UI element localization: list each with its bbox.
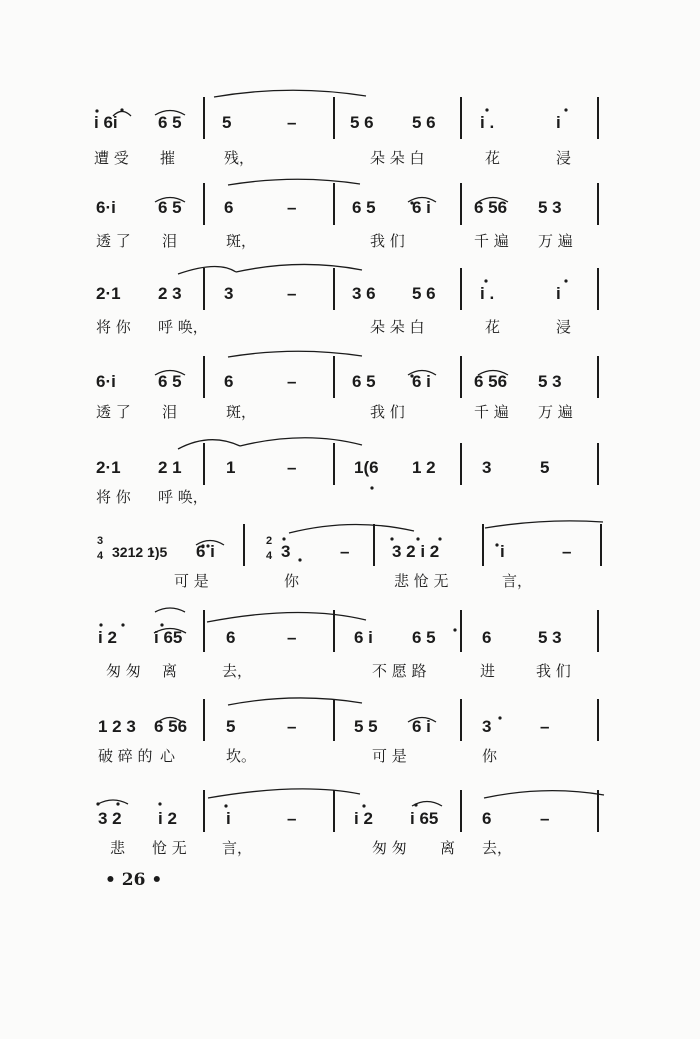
lyric-text: 言， <box>222 839 253 857</box>
lyric-text: 泪 <box>162 232 178 250</box>
note-group: – <box>340 542 350 561</box>
note-group: 3 <box>224 284 234 303</box>
octave-dot <box>362 804 365 807</box>
note-group: 6 56 <box>154 717 188 736</box>
octave-dot <box>370 486 373 489</box>
slur-arc <box>98 800 128 804</box>
note-group: 3 <box>482 717 492 736</box>
note-group: 5 3 <box>538 628 562 647</box>
note-group: 6 5 <box>158 372 182 391</box>
lyric-text: 我 们 <box>370 403 405 421</box>
lyric-text: 泪 <box>162 403 178 421</box>
note-group: i 2 <box>98 628 117 647</box>
note-group: 1(6 <box>354 458 379 477</box>
note-group: 3 2 <box>98 809 122 828</box>
lyric-text: 进 <box>480 662 496 680</box>
lyric-text: 破 碎 的 <box>98 747 153 765</box>
slur-arc <box>155 608 185 612</box>
note-group: – <box>540 809 550 828</box>
octave-dot <box>485 108 488 111</box>
note-group: 5 6 <box>412 284 436 303</box>
octave-dot <box>564 279 567 282</box>
lyric-text: 呼 唤， <box>158 318 208 336</box>
note-group: 6 5 <box>158 198 182 217</box>
octave-dot <box>120 108 123 111</box>
octave-dot <box>416 537 419 540</box>
lyric-text: 心 <box>160 747 176 765</box>
slur-arc <box>207 612 366 622</box>
lyric-text: 千 遍 <box>474 232 509 250</box>
note-group: 5 <box>226 717 236 736</box>
note-group: 6 i <box>412 717 431 736</box>
lyric-text: 斑， <box>226 403 257 421</box>
note-group: 6 i <box>354 628 373 647</box>
note-group: 5 3 <box>538 198 562 217</box>
lyric-text: 离 <box>440 839 456 857</box>
time-signature: 4 <box>97 550 104 562</box>
note-group: i 2 <box>354 809 373 828</box>
slur-arc <box>228 179 360 185</box>
note-group: 6·i <box>96 198 116 217</box>
note-group: i 2 <box>158 809 177 828</box>
note-group: 3212 1)5 <box>112 544 168 560</box>
lyric-text: 花 <box>485 149 501 167</box>
note-group: i 65 <box>410 809 439 828</box>
lyric-text: 透 了 <box>96 232 131 250</box>
score-system-8 <box>98 717 549 765</box>
note-group: 3 6 <box>352 284 376 303</box>
slur-arc <box>208 789 360 798</box>
note-group: – <box>287 628 297 647</box>
lyric-text: 怆 无 <box>152 839 187 857</box>
note-group: – <box>287 458 297 477</box>
slur-arc <box>485 521 603 528</box>
octave-dot <box>438 537 441 540</box>
page-number: • 26 • <box>105 870 163 890</box>
note-group: 2·1 <box>96 284 121 303</box>
lyric-text: 不 愿 路 <box>372 662 427 680</box>
lyric-text: 千 遍 <box>474 403 509 421</box>
note-group: 2 3 <box>158 284 182 303</box>
lyric-text: 可 是 <box>372 747 407 765</box>
octave-dot <box>453 628 456 631</box>
note-group: i . <box>480 113 495 132</box>
time-signature: 2 <box>266 535 273 547</box>
lyric-text: 斑， <box>226 232 257 250</box>
time-signature: 3 <box>97 535 104 547</box>
lyric-text: 万 遍 <box>538 403 573 421</box>
note-group: i <box>500 542 505 561</box>
lyric-text: 去， <box>222 662 253 680</box>
octave-dot <box>158 802 161 805</box>
note-group: i 6i <box>94 113 118 132</box>
note-group: 5 <box>540 458 550 477</box>
lyric-text: 匆 匆 <box>372 839 407 857</box>
lyric-text: 透 了 <box>96 403 131 421</box>
octave-dot <box>484 279 487 282</box>
lyric-text: 悲 <box>110 839 126 857</box>
octave-dot <box>99 623 102 626</box>
lyric-text: 浸 <box>556 318 572 336</box>
note-group: i <box>556 284 561 303</box>
octave-dot <box>414 803 417 806</box>
note-group: 6 <box>224 372 234 391</box>
note-group: – <box>540 717 550 736</box>
octave-dot <box>390 537 393 540</box>
note-group: 5 3 <box>538 372 562 391</box>
score-system-9 <box>98 809 549 857</box>
lyric-text: 将 你 <box>96 488 131 506</box>
lyric-text: 我 们 <box>370 232 405 250</box>
slur-arc <box>484 791 604 798</box>
note-group: 2·1 <box>96 458 121 477</box>
octave-dot <box>498 716 501 719</box>
note-group: 6 5 <box>352 198 376 217</box>
note-group: 3 <box>281 542 291 561</box>
octave-dot <box>298 558 301 561</box>
note-group: 3 2 i 2 <box>392 542 440 561</box>
note-group: 1 <box>226 458 236 477</box>
lyric-text: 遭 受 <box>94 149 129 167</box>
note-group: 6 i <box>412 198 431 217</box>
octave-dot <box>116 802 119 805</box>
octave-dot <box>160 623 163 626</box>
note-group: 6 <box>224 198 234 217</box>
lyric-text: 匆 匆 <box>106 662 141 680</box>
note-group: – <box>287 113 297 132</box>
slur-arc <box>214 90 366 97</box>
note-group: 1 2 3 <box>98 717 136 736</box>
lyric-text: 摧 <box>160 149 176 167</box>
lyric-text: 悲 怆 无 <box>394 572 449 590</box>
lyric-text: 将 你 <box>96 318 131 336</box>
note-group: 1 2 <box>412 458 436 477</box>
note-group: 6·i <box>96 372 116 391</box>
slur-arc <box>240 438 362 446</box>
note-group: 2 1 <box>158 458 182 477</box>
note-group: 6 i <box>196 542 215 561</box>
note-group: 6 <box>482 628 492 647</box>
lyric-text: 言， <box>502 572 533 590</box>
octave-dot <box>224 804 227 807</box>
note-group: 6 <box>482 809 492 828</box>
lyric-text: 坎。 <box>226 747 257 765</box>
lyric-text: 你 <box>284 572 300 590</box>
lyric-text: 朵 朵 白 <box>370 318 425 336</box>
lyric-text: 我 们 <box>536 662 571 680</box>
note-group: – <box>287 372 297 391</box>
slur-arc <box>178 266 236 274</box>
note-group: 6 5 <box>352 372 376 391</box>
note-group: i <box>226 809 231 828</box>
note-group: 6 56 <box>474 198 508 217</box>
note-group: 6 <box>226 628 236 647</box>
lyric-text: 你 <box>482 747 498 765</box>
slur-arc <box>236 264 362 272</box>
lyric-text: 万 遍 <box>538 232 573 250</box>
lyric-text: 浸 <box>556 149 572 167</box>
note-group: 6 5 <box>158 113 182 132</box>
note-group: i . <box>480 284 495 303</box>
score-system-5 <box>96 458 549 506</box>
note-group: – <box>562 542 572 561</box>
time-signature: 4 <box>266 550 273 562</box>
octave-dot <box>121 623 124 626</box>
score-system-6 <box>97 535 571 590</box>
note-group: 5 6 <box>412 113 436 132</box>
note-group: i <box>556 113 561 132</box>
note-group: 6 56 <box>474 372 508 391</box>
note-group: 5 6 <box>350 113 374 132</box>
note-group: 5 <box>222 113 232 132</box>
octave-dot <box>96 802 99 805</box>
note-group: 5 5 <box>354 717 378 736</box>
note-group: – <box>287 717 297 736</box>
slur-arc <box>178 440 240 449</box>
lyric-text: 花 <box>485 318 501 336</box>
note-group: 3 <box>482 458 492 477</box>
slur-arc <box>228 698 362 705</box>
note-group: – <box>287 198 297 217</box>
octave-dot <box>282 537 285 540</box>
lyric-text: 离 <box>162 662 178 680</box>
lyric-text: 呼 唤， <box>158 488 208 506</box>
slur-arc <box>289 524 414 533</box>
slur-arc <box>228 351 362 357</box>
octave-dot <box>495 543 498 546</box>
lyric-text: 可 是 <box>174 572 209 590</box>
lyric-text: 去， <box>482 839 513 857</box>
lyric-text: 朵 朵 白 <box>370 149 425 167</box>
octave-dot <box>564 108 567 111</box>
note-group: – <box>287 284 297 303</box>
note-group: i 65 <box>154 628 183 647</box>
note-group: 6 i <box>412 372 431 391</box>
note-group: 6 5 <box>412 628 436 647</box>
score-system-1 <box>94 113 571 167</box>
note-group: – <box>287 809 297 828</box>
lyric-text: 残， <box>224 149 255 167</box>
